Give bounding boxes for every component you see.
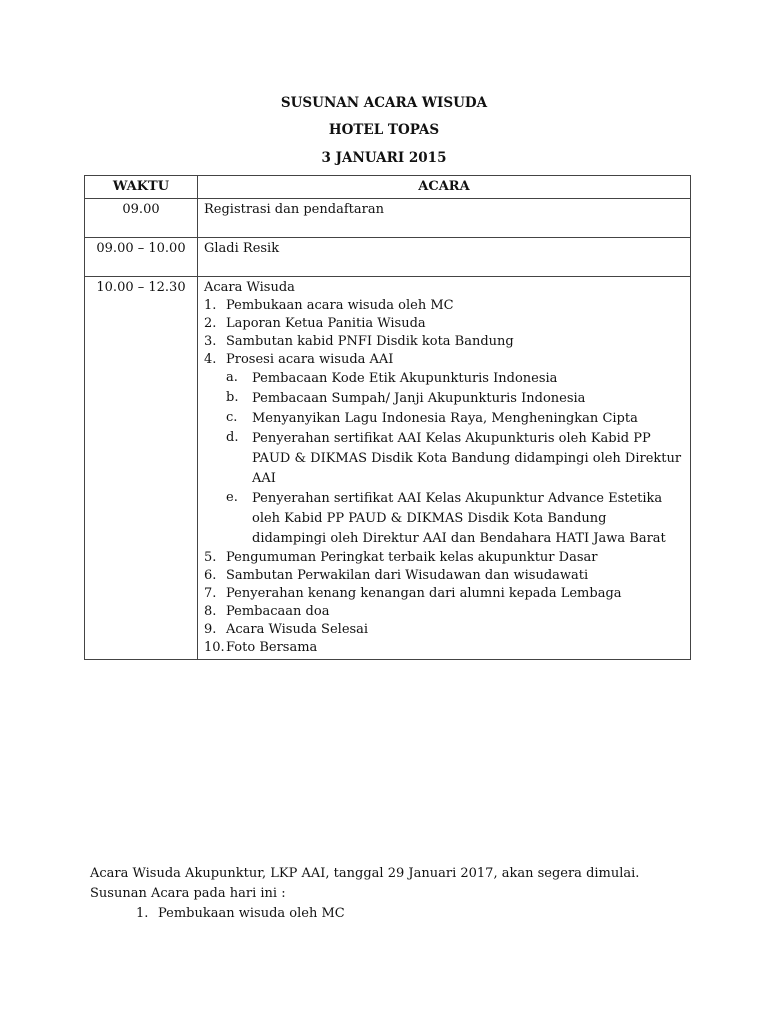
list-item: 9. Acara Wisuda Selesai xyxy=(204,622,369,637)
list-item: 6. Sambutan Perwakilan dari Wisudawan dan wisudawati xyxy=(204,568,589,583)
time-cell: 09.00 xyxy=(85,199,198,238)
sub-list-item: d. Penyerahan sertifikat AAI Kelas Akupunkturis oleh Kabid PP PAUD & DIKMAS Disdik Kota Bandung didampingi oleh Direktur AAI xyxy=(226,430,682,486)
list-item: 8. Pembacaan doa xyxy=(204,604,330,619)
sub-list-item: b. Pembacaan Sumpah/ Janji Akupunkturis Indonesia xyxy=(226,390,586,406)
schedule-table xyxy=(84,175,691,660)
footer-subtitle: Susunan Acara pada hari ini : xyxy=(90,886,286,901)
sub-list xyxy=(226,369,684,549)
sub-list-item: c. Menyanyikan Lagu Indonesia Raya, Mengheningkan Cipta xyxy=(226,410,638,426)
event-cell: Gladi Resik xyxy=(198,238,691,277)
list-item: 4. Prosesi acara wisuda AAI a. Pembacaan Kode Etik Akupunkturis Indonesia b. Pembacaan Sumpah/ Janji Akupunkturis Indonesia c. Menyanyikan Lagu Indonesia Raya, Mengheningkan Cipta d. Penyerahan sertifikat AAI Kelas Akupunkturis oleh Kabid PP PAUD & DIKMAS Disdik Kota Bandung didampingi oleh Direktur AAI e. Penyerahan sertifikat AAI Kelas Akupunktur Advance Estetika oleh Kabid PP PAUD & DIKMAS Disdik Kota Bandung didampingi oleh Direktur AAI dan Bendahara HATI Jawa Barat xyxy=(204,351,684,549)
table-row xyxy=(85,277,691,660)
table-row xyxy=(85,199,691,238)
column-header-waktu: WAKTU xyxy=(85,176,198,199)
list-item: 3. Sambutan kabid PNFI Disdik kota Bandung xyxy=(204,334,514,349)
venue-title: HOTEL TOPAS xyxy=(328,122,440,138)
time-cell: 09.00 – 10.00 xyxy=(85,238,198,277)
footer-text-block xyxy=(90,864,710,924)
event-cell-program xyxy=(198,277,691,660)
table-header-row xyxy=(85,176,691,199)
list-item: 1. Pembukaan wisuda oleh MC xyxy=(136,906,345,921)
column-header-acara: ACARA xyxy=(198,176,691,199)
list-item: 5. Pengumuman Peringkat terbaik kelas akupunktur Dasar xyxy=(204,550,598,565)
event-cell: Registrasi dan pendaftaran xyxy=(198,199,691,238)
time-cell: 10.00 – 12.30 xyxy=(85,277,198,660)
program-heading: Acara Wisuda xyxy=(204,280,295,295)
sub-list-item: a. Pembacaan Kode Etik Akupunkturis Indonesia xyxy=(226,370,558,386)
sub-list-item: e. Penyerahan sertifikat AAI Kelas Akupunktur Advance Estetika oleh Kabid PP PAUD & DIKMAS Disdik Kota Bandung didampingi oleh Direktur AAI dan Bendahara HATI Jawa Barat xyxy=(226,490,666,546)
list-item: 7. Penyerahan kenang kenangan dari alumni kepada Lembaga xyxy=(204,586,622,601)
footer-intro: Acara Wisuda Akupunktur, LKP AAI, tanggal 29 Januari 2017, akan segera dimulai. xyxy=(90,866,640,881)
list-item: 10. Foto Bersama xyxy=(204,640,318,655)
list-item: 1. Pembukaan acara wisuda oleh MC xyxy=(204,298,454,313)
list-item: 2. Laporan Ketua Panitia Wisuda xyxy=(204,316,426,331)
program-list xyxy=(204,297,684,657)
document-title: SUSUNAN ACARA WISUDA xyxy=(280,95,488,111)
date-title: 3 JANUARI 2015 xyxy=(321,150,447,166)
table-row xyxy=(85,238,691,277)
